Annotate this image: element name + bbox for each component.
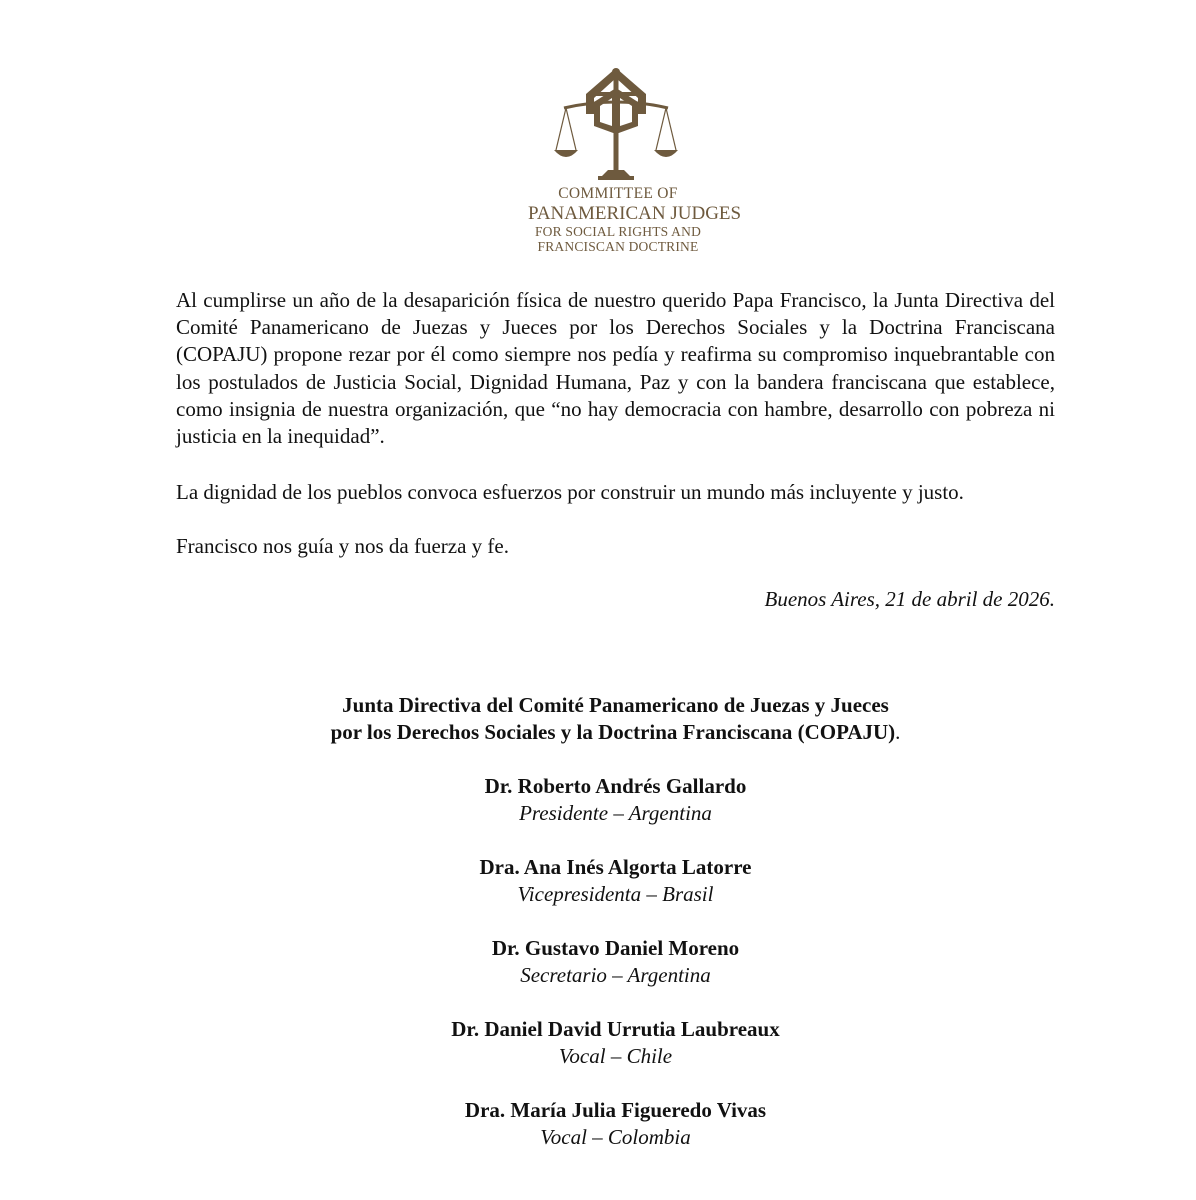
signatures-block (176, 692, 1055, 1178)
signer-role: Presidente – Argentina (519, 801, 712, 825)
signer-vice-president (176, 854, 1055, 908)
logo-line-1: COMMITTEE OF (558, 185, 678, 202)
signer-president (176, 773, 1055, 827)
signer-name: Dr. Daniel David Urrutia Laubreaux (451, 1017, 780, 1041)
signer-vocal-colombia (176, 1097, 1055, 1151)
board-title (176, 692, 1055, 746)
signer-name: Dr. Roberto Andrés Gallardo (484, 774, 747, 798)
board-title-line-2: por los Derechos Sociales y la Doctrina Franciscana (COPAJU) (330, 720, 896, 744)
statement-paragraph-3: Francisco nos guía y nos da fuerza y fe. (176, 534, 509, 558)
signer-role: Vocal – Colombia (540, 1125, 691, 1149)
board-title-period: . (895, 720, 901, 744)
signer-secretary (176, 935, 1055, 989)
logo-wordmark (528, 185, 742, 254)
committee-logo (528, 66, 742, 254)
signer-name: Dr. Gustavo Daniel Moreno (491, 936, 740, 960)
statement-paragraph-2: La dignidad de los pueblos convoca esfuerzos por construir un mundo más incluyente y justo. (176, 480, 964, 504)
logo-line-4: FRANCISCAN DOCTRINE (537, 239, 699, 254)
signer-role: Vicepresidenta – Brasil (517, 882, 714, 906)
signer-vocal-chile (176, 1016, 1055, 1070)
signer-name: Dra. María Julia Figueredo Vivas (464, 1098, 767, 1122)
signer-name: Dra. Ana Inés Algorta Latorre (479, 855, 752, 879)
signer-role: Vocal – Chile (558, 1044, 673, 1068)
scales-of-justice-emblem-icon (554, 66, 678, 184)
signer-role: Secretario – Argentina (520, 963, 711, 987)
statement-paragraph-1: Al cumplirse un año de la desaparición física de nuestro querido Papa Francisco, la Junta Directiva del Comité Panamericano de Juezas y Jueces por los Derechos Sociales y la Doctrina Franciscana (COPAJU) propone rezar por él como siempre nos pedía y reafirma su compromiso inquebrantable con los postulados de Justicia Social, Dignidad Humana, Paz y con la bandera franciscana que establece, como insignia de nuestra organización, que “no hay democracia con hambre, desarrollo con pobreza ni justicia en la inequidad”. (176, 288, 1055, 449)
place-and-date: Buenos Aires, 21 de abril de 2026. (764, 587, 1055, 611)
logo-line-3: FOR SOCIAL RIGHTS AND (534, 223, 702, 239)
board-title-line-1: Junta Directiva del Comité Panamericano de Juezas y Jueces (342, 693, 889, 717)
logo-line-2: PANAMERICAN JUDGES (528, 202, 742, 224)
